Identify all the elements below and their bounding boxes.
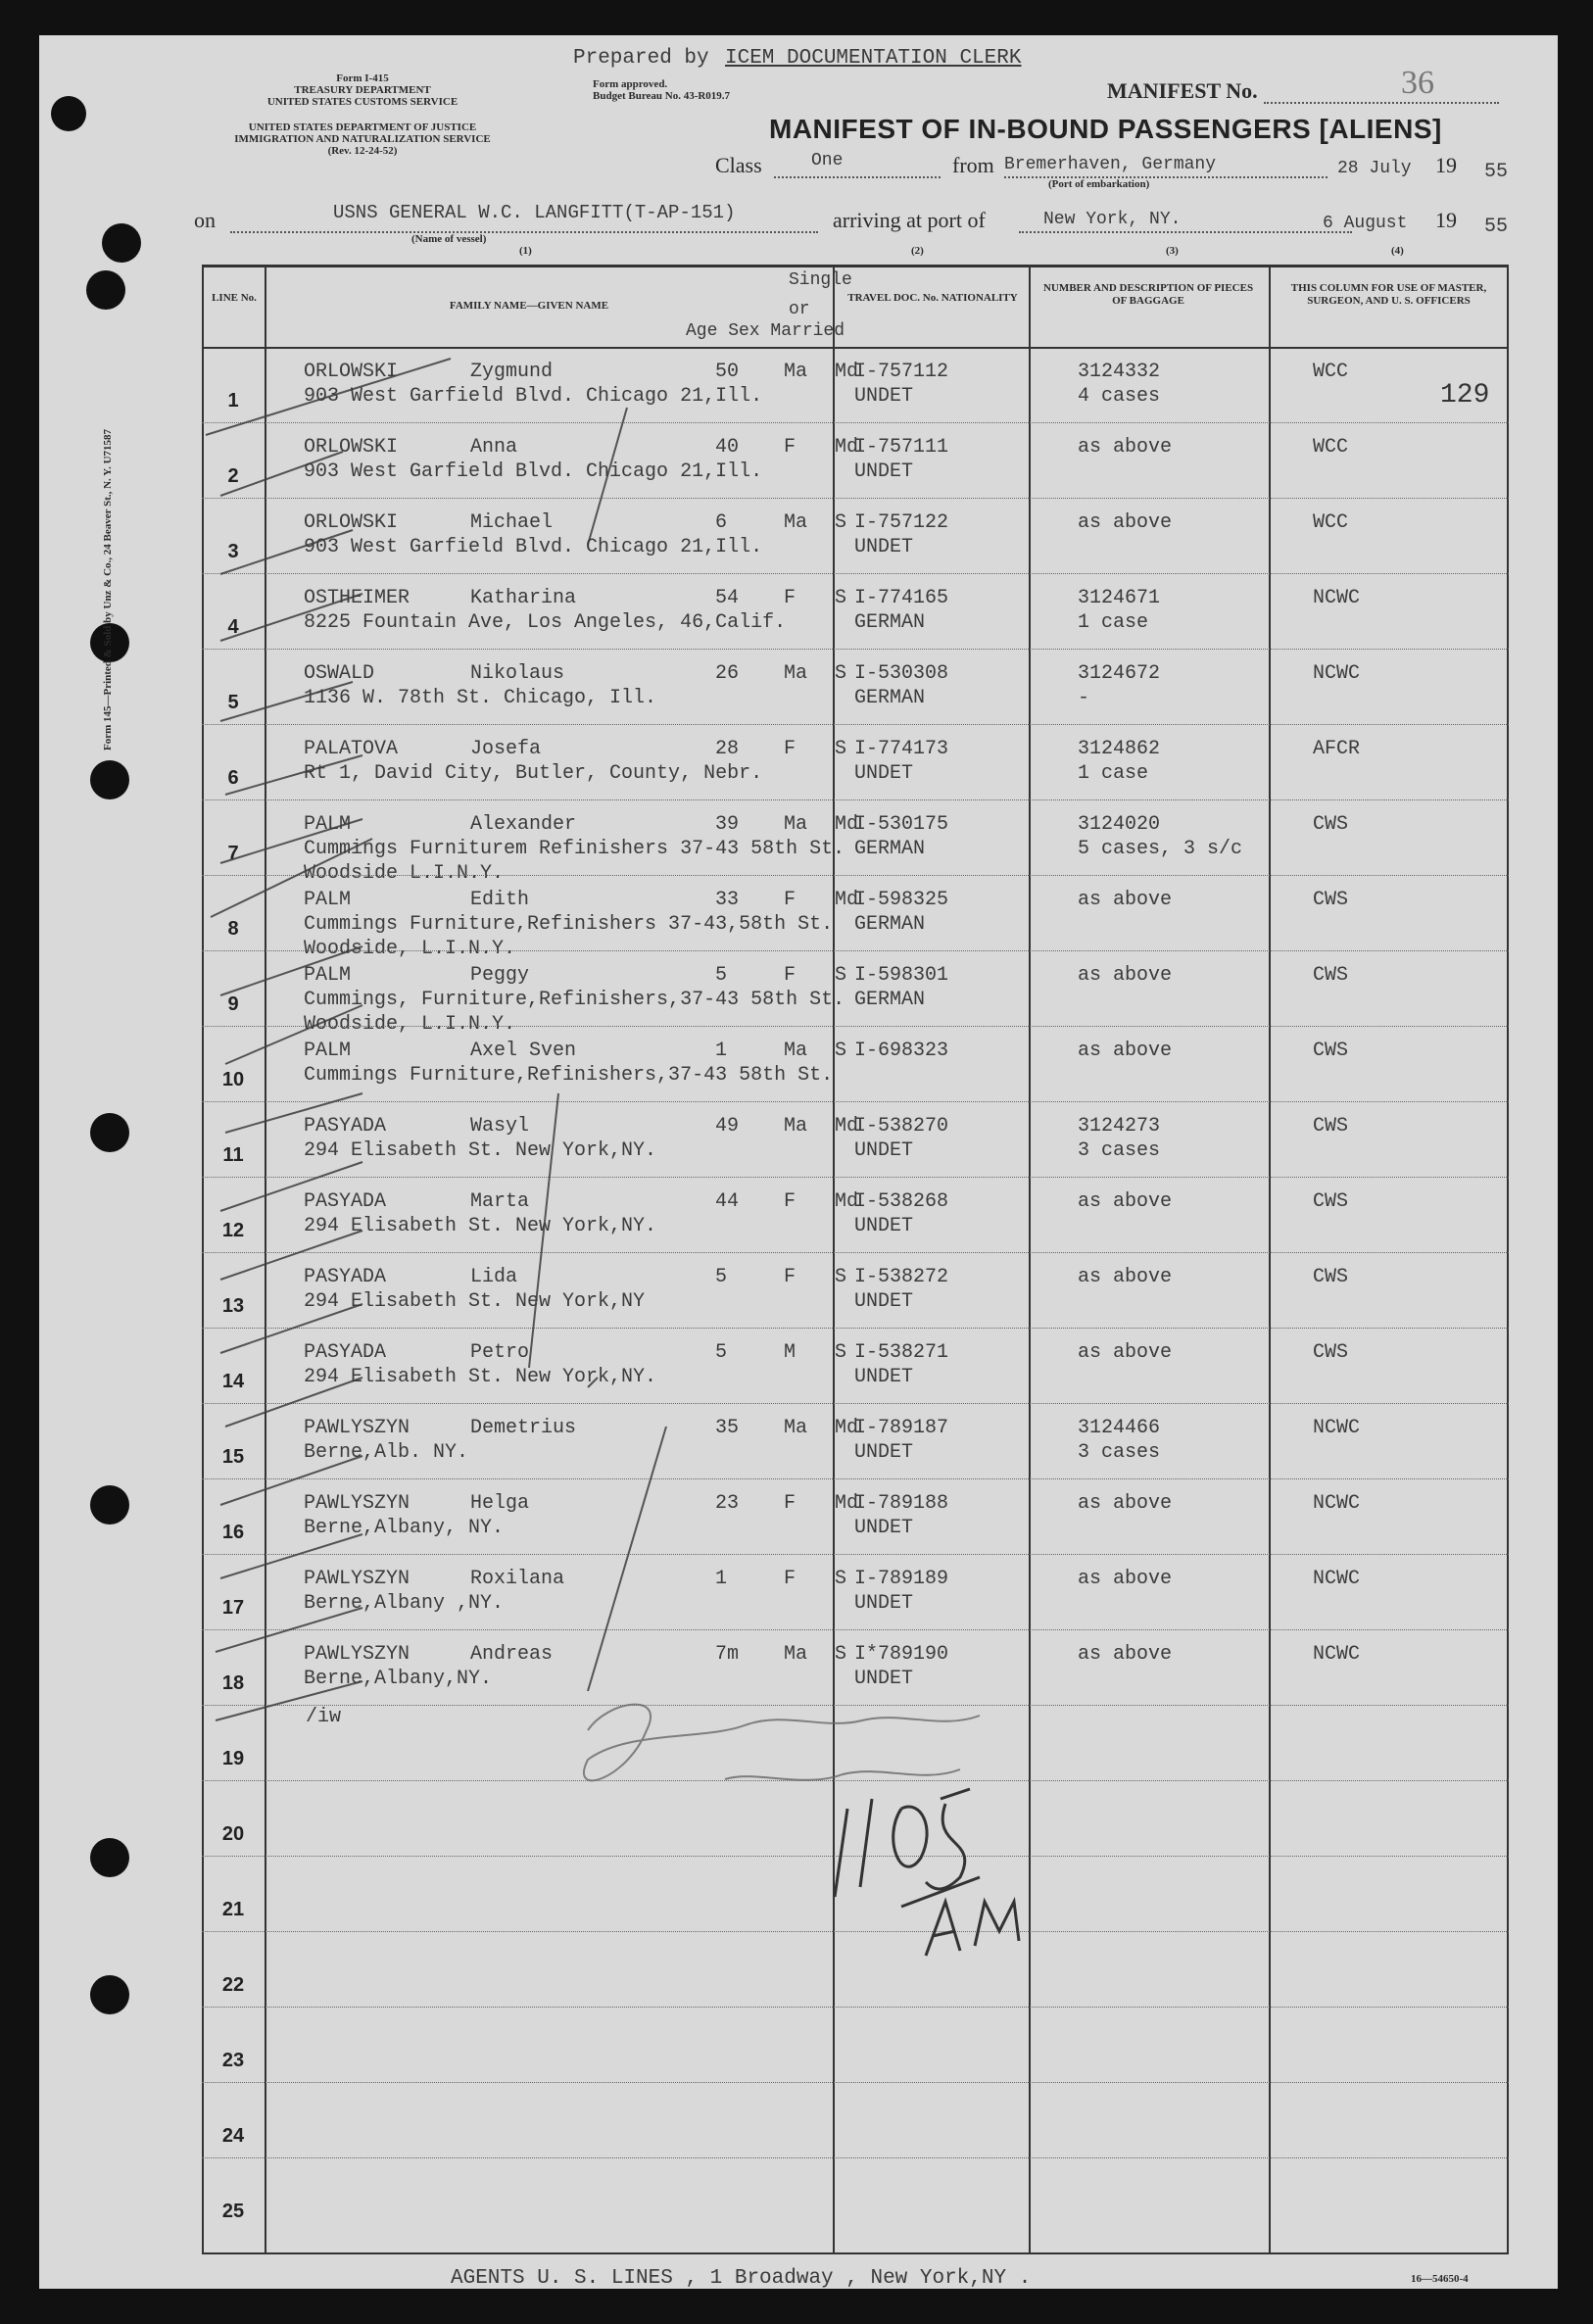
travel-doc-no: I-598325 (854, 889, 949, 911)
marital-status: S (835, 662, 847, 685)
embark-year: 55 (1484, 161, 1509, 183)
baggage-line-1: 3124466 (1078, 1417, 1161, 1439)
col-travel-doc: TRAVEL DOC. No. NATIONALITY (847, 292, 1018, 304)
travel-doc-no: I-538268 (854, 1190, 949, 1213)
age: 23 (715, 1492, 740, 1515)
col-age-sex-married: Age Sex Married (686, 321, 845, 341)
nationality: UNDET (854, 1139, 914, 1162)
on-label: on (194, 208, 216, 232)
address-line-1: Cummings Furniture,Refinishers,37-43 58th St. (304, 1064, 834, 1087)
address-line-1: Cummings Furniturem Refinishers 37-43 58th St. (304, 838, 845, 860)
baggage-line-2: - (1078, 687, 1090, 709)
line-number: 18 (221, 1672, 245, 1694)
nationality: UNDET (854, 1215, 914, 1237)
age: 28 (715, 738, 740, 760)
travel-doc-no: I-774165 (854, 587, 949, 609)
baggage-line-2: 5 cases, 3 s/c (1078, 838, 1243, 860)
form-no: Form I-415 (336, 73, 389, 84)
prepared-by: ICEM DOCUMENTATION CLERK (725, 47, 1022, 70)
marital-status: S (835, 1568, 847, 1590)
footer-agents: AGENTS U. S. LINES , 1 Broadway , New York,NY . (451, 2267, 1032, 2290)
age: 33 (715, 889, 740, 911)
travel-doc-no: I-538272 (854, 1266, 949, 1288)
travel-doc-no: I-757112 (854, 361, 949, 383)
baggage-line-2: 3 cases (1078, 1441, 1161, 1464)
address-line-1: 1136 W. 78th St. Chicago, Ill. (304, 687, 657, 709)
line-number: 8 (227, 918, 239, 940)
officer-code: NCWC (1313, 1568, 1361, 1590)
address-line-1: 294 Elisabeth St. New York,NY (304, 1290, 646, 1313)
marital-status: Md (835, 1115, 859, 1138)
nationality: GERMAN (854, 687, 926, 709)
sex: Ma (784, 1643, 808, 1666)
from-label: from (952, 153, 994, 177)
marital-status: S (835, 738, 847, 760)
travel-doc-no: I-538271 (854, 1341, 949, 1364)
sex: F (784, 889, 796, 911)
embark-date: 28 July (1337, 159, 1412, 178)
given-name: Michael (470, 511, 554, 534)
col-baggage: NUMBER AND DESCRIPTION OF PIECES OF BAGGAGE (1042, 282, 1254, 307)
given-name: Katharina (470, 587, 577, 609)
sex: Ma (784, 1115, 808, 1138)
treasury: TREASURY DEPARTMENT (294, 84, 431, 96)
from-value: Bremerhaven, Germany (1004, 155, 1217, 174)
nationality: UNDET (854, 1517, 914, 1539)
given-name: Axel Sven (470, 1040, 577, 1062)
sex: Ma (784, 1417, 808, 1439)
family-name: PALATOVA (304, 738, 399, 760)
line-number: 19 (221, 1748, 245, 1769)
line-number: 23 (221, 2050, 245, 2071)
marital-status: Md (835, 813, 859, 836)
address-line-1: Berne,Alb. NY. (304, 1441, 469, 1464)
officer-code: CWS (1313, 1115, 1349, 1138)
marital-status: Md (835, 1190, 859, 1213)
given-name: Roxilana (470, 1568, 565, 1590)
address-line-1: 294 Elisabeth St. New York,NY. (304, 1366, 657, 1388)
address-line-1: Cummings Furniture,Refinishers 37-43,58th St. (304, 913, 834, 936)
travel-doc-no: I-774173 (854, 738, 949, 760)
travel-doc-no: I-530175 (854, 813, 949, 836)
officer-code: CWS (1313, 889, 1349, 911)
officer-code: WCC (1313, 361, 1349, 383)
baggage-line-1: as above (1078, 1040, 1173, 1062)
line-number: 2 (227, 465, 239, 487)
age: 5 (715, 964, 728, 987)
class-label: Class (715, 153, 762, 177)
age: 49 (715, 1115, 740, 1138)
given-name: Andreas (470, 1643, 554, 1666)
baggage-line-2: 1 case (1078, 611, 1149, 634)
family-name: ORLOWSKI (304, 361, 399, 383)
marital-status: S (835, 964, 847, 987)
sex: F (784, 1492, 796, 1515)
age: 35 (715, 1417, 740, 1439)
age: 44 (715, 1190, 740, 1213)
given-name: Josefa (470, 738, 542, 760)
family-name: PALM (304, 1040, 352, 1062)
sex: Ma (784, 1040, 808, 1062)
nationality: UNDET (854, 536, 914, 558)
col-officers: THIS COLUMN FOR USE OF MASTER, SURGEON, AND U. S. OFFICERS (1290, 282, 1487, 307)
left-margin-print: Form 145—Printed & Sold by Unz & Co., 24 Beaver St., N. Y. U71587 (102, 428, 114, 751)
line-number: 24 (221, 2125, 245, 2147)
travel-doc-no: I*789190 (854, 1643, 949, 1666)
line-number: 11 (222, 1144, 244, 1166)
arrival-port: New York, NY. (1043, 210, 1182, 229)
nationality: GERMAN (854, 611, 926, 634)
typist-initials: /iw (306, 1706, 342, 1728)
manifest-no: 36 (1401, 65, 1434, 101)
family-name: PALM (304, 964, 352, 987)
address-line-1: 294 Elisabeth St. New York,NY. (304, 1139, 657, 1162)
line-number: 20 (221, 1823, 245, 1845)
nineteen: 19 (1435, 153, 1457, 177)
footer-form-code: 16—54650-4 (1411, 2273, 1469, 2285)
address-line-1: 294 Elisabeth St. New York,NY. (304, 1215, 657, 1237)
travel-doc-no: I-757122 (854, 511, 949, 534)
family-name: ORLOWSKI (304, 436, 399, 459)
baggage-line-1: as above (1078, 436, 1173, 459)
baggage-line-1: as above (1078, 1266, 1173, 1288)
line-number: 13 (221, 1295, 245, 1317)
given-name: Petro (470, 1341, 530, 1364)
given-name: Alexander (470, 813, 577, 836)
marital-status: S (835, 1266, 847, 1288)
family-name: PAWLYSZYN (304, 1417, 410, 1439)
address-line-1: 903 West Garfield Blvd. Chicago 21,Ill. (304, 536, 763, 558)
family-name: OSWALD (304, 662, 375, 685)
sex: F (784, 436, 796, 459)
marital-status: S (835, 1341, 847, 1364)
travel-doc-no: I-757111 (854, 436, 949, 459)
marital-status: Md (835, 436, 859, 459)
family-name: PASYADA (304, 1190, 387, 1213)
baggage-line-1: as above (1078, 1492, 1173, 1515)
vessel-caption: (Name of vessel) (411, 233, 487, 245)
officer-code: CWS (1313, 1341, 1349, 1364)
nationality: UNDET (854, 1441, 914, 1464)
baggage-line-2: 1 case (1078, 762, 1149, 785)
line-number: 10 (221, 1069, 245, 1090)
baggage-line-1: 3124672 (1078, 662, 1161, 685)
line-number: 12 (221, 1220, 245, 1241)
family-name: PAWLYSZYN (304, 1643, 410, 1666)
address-line-1: Berne,Albany ,NY. (304, 1592, 505, 1615)
arrival-year: 55 (1484, 216, 1509, 238)
age: 6 (715, 511, 728, 534)
baggage-line-2: 4 cases (1078, 385, 1161, 408)
line-number: 5 (227, 692, 239, 713)
address-line-1: Berne,Albany,NY. (304, 1668, 493, 1690)
marital-status: Md (835, 1492, 859, 1515)
line-number: 25 (221, 2201, 245, 2222)
line-number: 16 (221, 1522, 245, 1543)
stamp-number: 129 (1440, 380, 1490, 411)
sex: F (784, 587, 796, 609)
line-number: 4 (227, 616, 239, 638)
family-name: PALM (304, 813, 352, 836)
address-line-1: 903 West Garfield Blvd. Chicago 21,Ill. (304, 460, 763, 483)
given-name: Wasyl (470, 1115, 530, 1138)
nationality: GERMAN (854, 913, 926, 936)
arrival-date: 6 August (1323, 214, 1408, 233)
given-name: Lida (470, 1266, 518, 1288)
travel-doc-no: I-789189 (854, 1568, 949, 1590)
family-name: PASYADA (304, 1266, 387, 1288)
budget-bureau: Budget Bureau No. 43-R019.7 (593, 90, 731, 102)
manifest-page (39, 35, 1558, 2289)
officer-code: WCC (1313, 436, 1349, 459)
nineteen-2: 19 (1435, 208, 1457, 232)
officer-code: NCWC (1313, 1643, 1361, 1666)
col-line-no: LINE No. (212, 292, 257, 304)
baggage-line-2: 3 cases (1078, 1139, 1161, 1162)
col-or: or (789, 300, 810, 319)
caption-3: (3) (1166, 245, 1179, 257)
given-name: Marta (470, 1190, 530, 1213)
nationality: UNDET (854, 762, 914, 785)
line-number: 17 (221, 1597, 245, 1619)
family-name: PASYADA (304, 1341, 387, 1364)
marital-status: S (835, 511, 847, 534)
nationality: UNDET (854, 1290, 914, 1313)
nationality: GERMAN (854, 838, 926, 860)
given-name: Edith (470, 889, 530, 911)
family-name: PAWLYSZYN (304, 1568, 410, 1590)
family-name: OSTHEIMER (304, 587, 410, 609)
line-number: 7 (227, 843, 239, 864)
travel-doc-no: I-789188 (854, 1492, 949, 1515)
col-family-name: FAMILY NAME—GIVEN NAME (449, 300, 609, 312)
manifest-no-label: MANIFEST No. (1107, 78, 1258, 103)
marital-status: Md (835, 889, 859, 911)
line-number: 9 (227, 993, 239, 1015)
baggage-line-1: 3124273 (1078, 1115, 1161, 1138)
line-number: 3 (227, 541, 239, 562)
sex: Ma (784, 361, 808, 383)
class-value: One (811, 151, 844, 170)
officer-code: NCWC (1313, 1492, 1361, 1515)
baggage-line-1: as above (1078, 511, 1173, 534)
manifest-title: MANIFEST OF IN-BOUND PASSENGERS [ALIENS] (769, 114, 1442, 144)
address-line-1: Cummings, Furniture,Refinishers,37-43 58th St. (304, 989, 845, 1011)
line-number: 1 (227, 390, 239, 412)
handwritten-marks (39, 35, 1558, 2289)
family-name: PASYADA (304, 1115, 387, 1138)
baggage-line-1: 3124332 (1078, 361, 1161, 383)
baggage-line-1: as above (1078, 1341, 1173, 1364)
officer-code: WCC (1313, 511, 1349, 534)
baggage-line-1: as above (1078, 889, 1173, 911)
sex: F (784, 964, 796, 987)
sex: Ma (784, 813, 808, 836)
travel-doc-no: I-698323 (854, 1040, 949, 1062)
given-name: Demetrius (470, 1417, 577, 1439)
form-approved: Form approved. (593, 78, 668, 90)
address-line-1: Berne,Albany, NY. (304, 1517, 505, 1539)
given-name: Peggy (470, 964, 530, 987)
family-name: ORLOWSKI (304, 511, 399, 534)
marital-status: Md (835, 361, 859, 383)
address-line-1: 8225 Fountain Ave, Los Angeles, 46,Calif. (304, 611, 787, 634)
given-name: Anna (470, 436, 518, 459)
marital-status: Md (835, 1417, 859, 1439)
sex: F (784, 1190, 796, 1213)
family-name: PAWLYSZYN (304, 1492, 410, 1515)
officer-code: CWS (1313, 1190, 1349, 1213)
marital-status: S (835, 1643, 847, 1666)
address-line-1: Rt 1, David City, Butler, County, Nebr. (304, 762, 763, 785)
age: 5 (715, 1341, 728, 1364)
officer-code: CWS (1313, 1266, 1349, 1288)
nationality: UNDET (854, 385, 914, 408)
officer-code: NCWC (1313, 1417, 1361, 1439)
rev: (Rev. 12-24-52) (327, 145, 398, 157)
sex: F (784, 738, 796, 760)
officer-code: NCWC (1313, 587, 1361, 609)
age: 40 (715, 436, 740, 459)
caption-4: (4) (1391, 245, 1404, 257)
age: 1 (715, 1568, 728, 1590)
travel-doc-no: I-538270 (854, 1115, 949, 1138)
nationality: UNDET (854, 1366, 914, 1388)
age: 5 (715, 1266, 728, 1288)
caption-2: (2) (911, 245, 924, 257)
line-number: 14 (221, 1371, 245, 1392)
travel-doc-no: I-530308 (854, 662, 949, 685)
caption-1: (1) (519, 245, 532, 257)
line-number: 22 (221, 1974, 245, 1996)
nationality: GERMAN (854, 989, 926, 1011)
age: 50 (715, 361, 740, 383)
sex: F (784, 1568, 796, 1590)
marital-status: S (835, 587, 847, 609)
line-number: 21 (221, 1899, 245, 1920)
vessel-name: USNS GENERAL W.C. LANGFITT(T-AP-151) (333, 202, 736, 223)
nationality: UNDET (854, 1668, 914, 1690)
justice: UNITED STATES DEPARTMENT OF JUSTICE (248, 121, 477, 133)
officer-code: CWS (1313, 813, 1349, 836)
given-name: Nikolaus (470, 662, 565, 685)
port-embark-caption: (Port of embarkation) (1048, 178, 1150, 190)
age: 7m (715, 1643, 740, 1666)
baggage-line-1: as above (1078, 1643, 1173, 1666)
prepared-by-label: Prepared by (573, 47, 709, 70)
baggage-line-1: 3124020 (1078, 813, 1161, 836)
age: 26 (715, 662, 740, 685)
address-line-2: Woodside L.I.N.Y. (304, 862, 505, 885)
sex: Ma (784, 511, 808, 534)
family-name: PALM (304, 889, 352, 911)
customs: UNITED STATES CUSTOMS SERVICE (266, 96, 459, 108)
age: 54 (715, 587, 740, 609)
sex: F (784, 1266, 796, 1288)
sex: Ma (784, 662, 808, 685)
travel-doc-no: I-789187 (854, 1417, 949, 1439)
nationality: UNDET (854, 1592, 914, 1615)
age: 39 (715, 813, 740, 836)
baggage-line-1: as above (1078, 1190, 1173, 1213)
baggage-line-1: 3124671 (1078, 587, 1161, 609)
sex: M (784, 1341, 796, 1364)
given-name: Zygmund (470, 361, 554, 383)
nationality: UNDET (854, 460, 914, 483)
address-line-2: Woodside, L.I.N.Y. (304, 938, 516, 960)
baggage-line-1: as above (1078, 964, 1173, 987)
baggage-line-1: as above (1078, 1568, 1173, 1590)
given-name: Helga (470, 1492, 530, 1515)
address-line-1: 903 West Garfield Blvd. Chicago 21,Ill. (304, 385, 763, 408)
ins: IMMIGRATION AND NATURALIZATION SERVICE (234, 133, 491, 145)
col-single: Single (789, 270, 852, 290)
age: 1 (715, 1040, 728, 1062)
officer-code: NCWC (1313, 662, 1361, 685)
line-number: 6 (227, 767, 239, 789)
marital-status: S (835, 1040, 847, 1062)
address-line-2: Woodside, L.I.N.Y. (304, 1013, 516, 1036)
officer-code: CWS (1313, 964, 1349, 987)
officer-code: CWS (1313, 1040, 1349, 1062)
travel-doc-no: I-598301 (854, 964, 949, 987)
arriving-label: arriving at port of (833, 208, 986, 232)
line-number: 15 (221, 1446, 245, 1468)
officer-code: AFCR (1313, 738, 1361, 760)
baggage-line-1: 3124862 (1078, 738, 1161, 760)
